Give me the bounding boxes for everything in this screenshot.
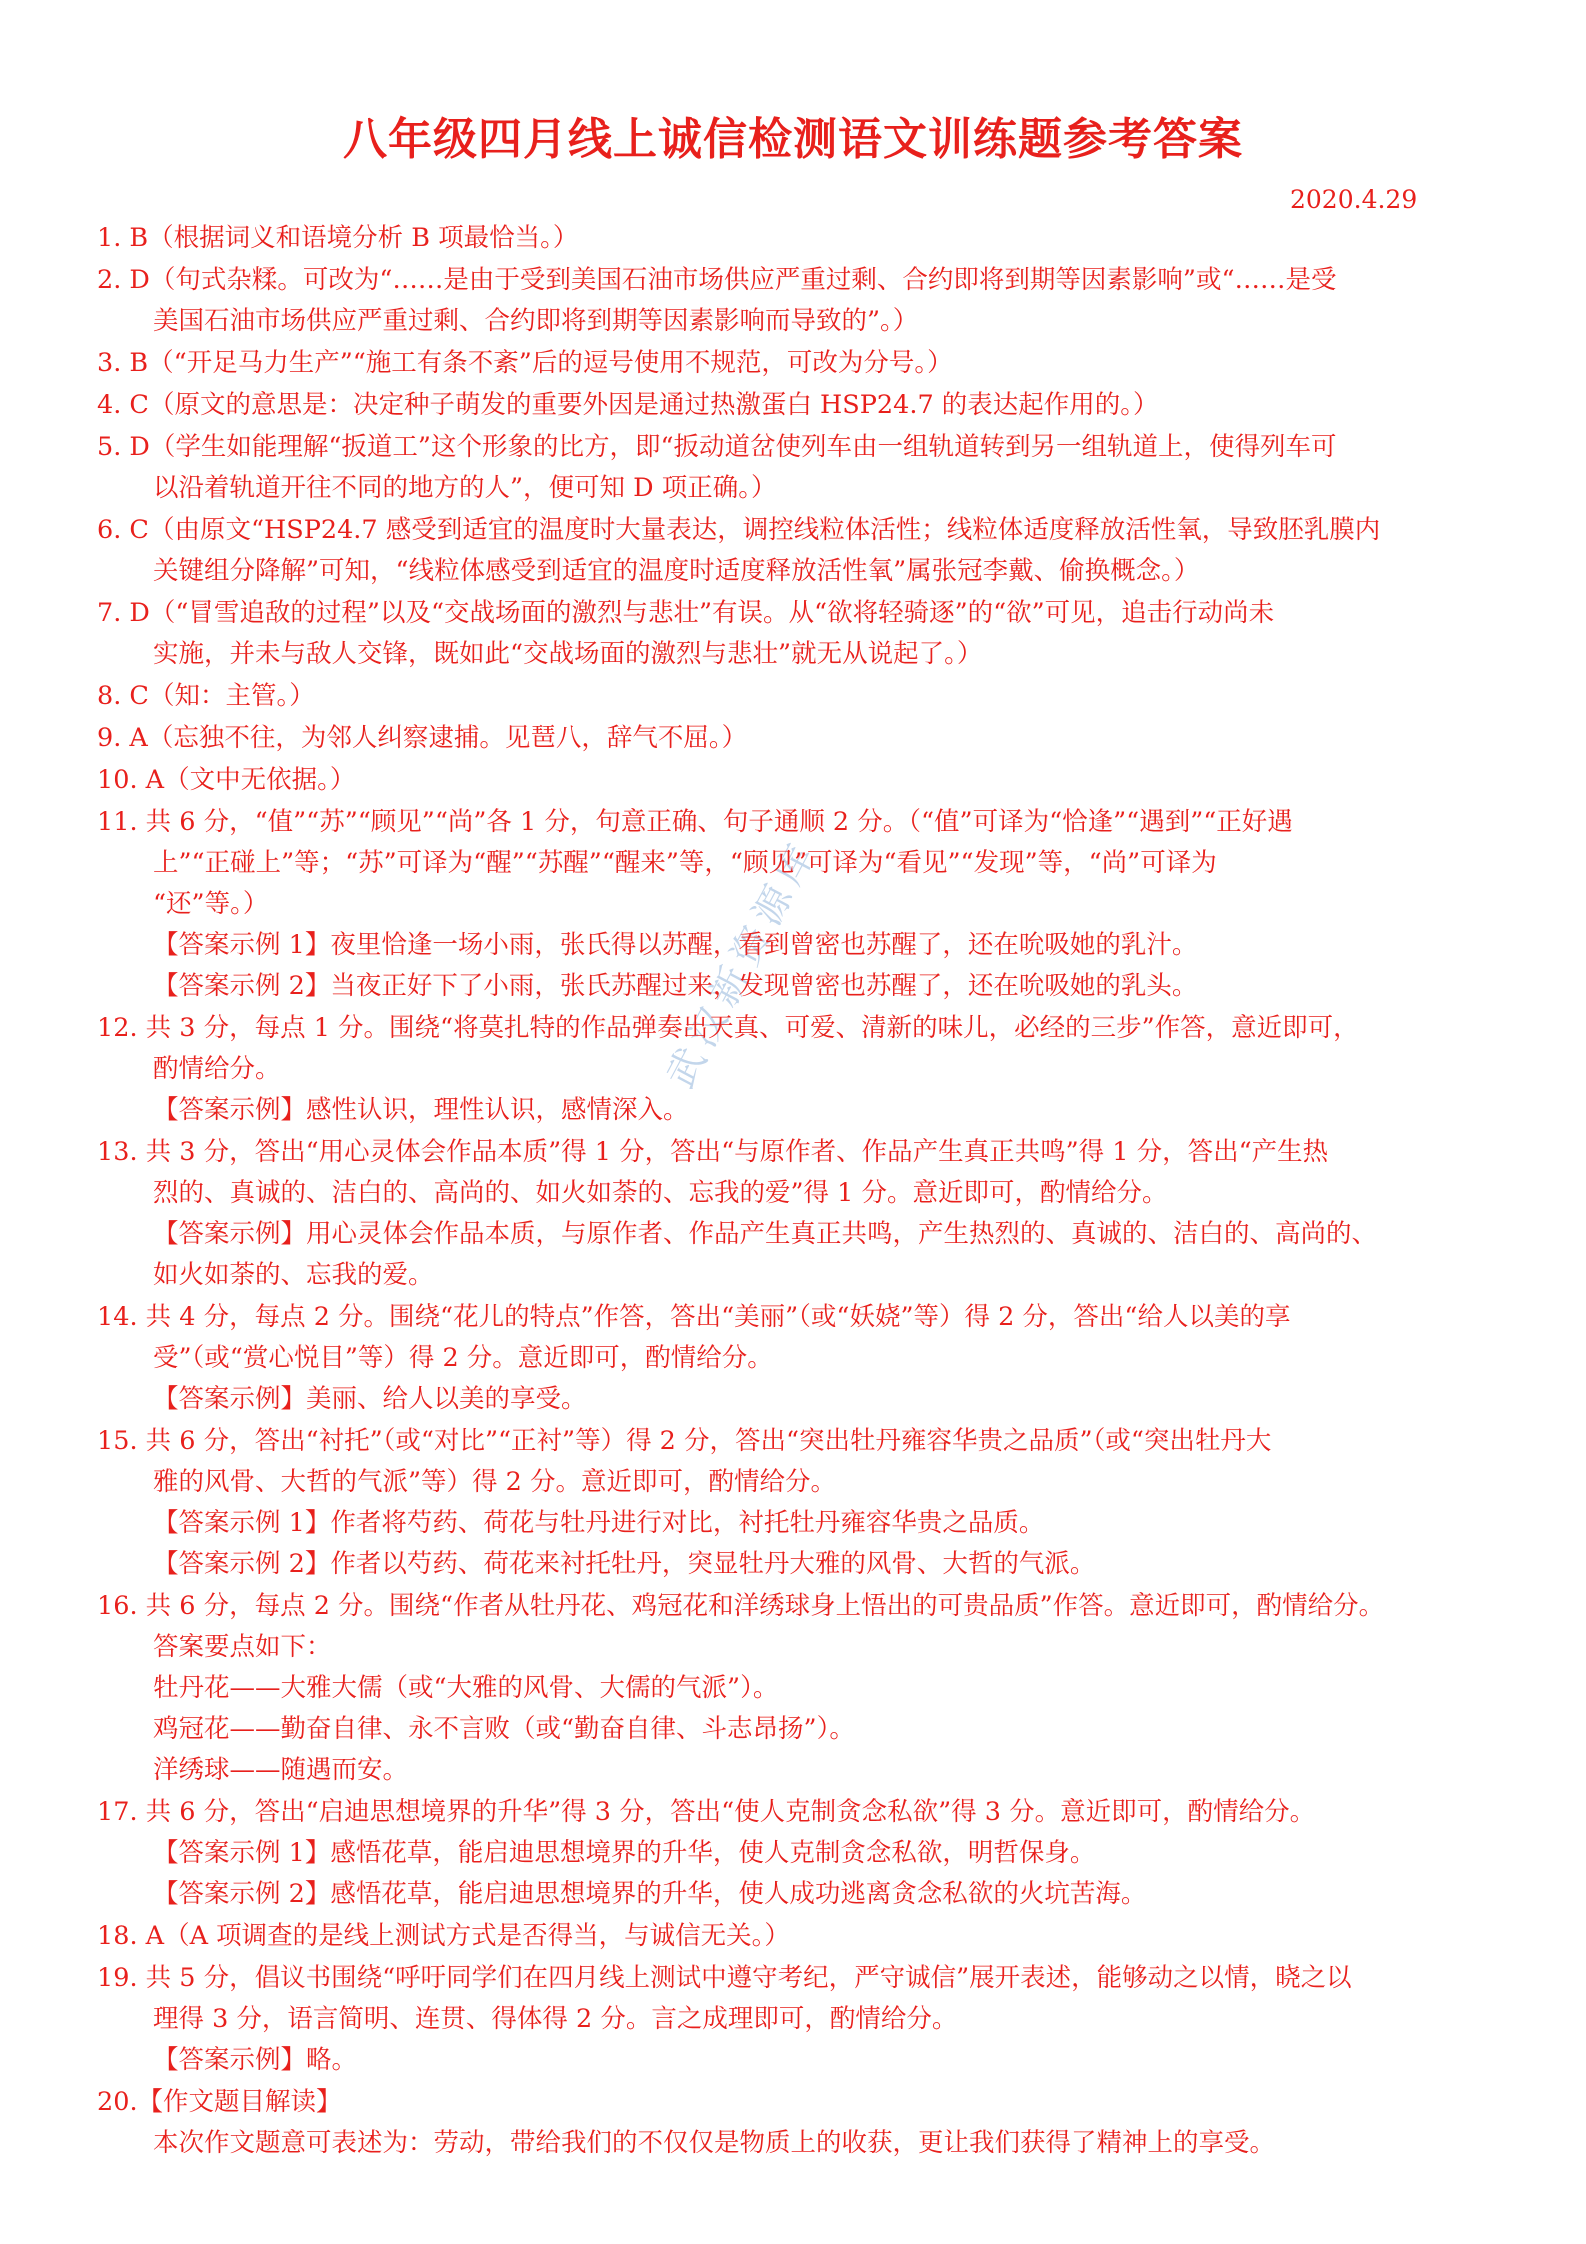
answer-item <box>97 510 1507 592</box>
answer-item <box>97 760 1507 801</box>
answer-item <box>97 343 1507 384</box>
answer-item <box>97 1958 1507 2081</box>
answer-line: 酌情给分。 <box>153 1054 281 1084</box>
answer-line: 20.【作文题目解读】 <box>97 2087 342 2117</box>
answer-example: 【答案示例 1】感悟花草，能启迪思想境界的升华，使人克制贪念私欲，明哲保身。 <box>153 1838 1096 1868</box>
answer-line: 8. C（知：主管。） <box>97 681 315 711</box>
answer-example: 【答案示例 1】夜里恰逢一场小雨，张氏得以苏醒，看到曾密也苏醒了，还在吮吸她的乳汁。 <box>153 930 1198 960</box>
answer-line: 17. 共 6 分，答出“启迪思想境界的升华”得 3 分，答出“使人克制贪念私欲”得 3 分。意近即可，酌情给分。 <box>97 1797 1316 1827</box>
answer-line: 12. 共 3 分，每点 1 分。围绕“将莫扎特的作品弹奏出天真、可爱、清新的味儿，必经的三步”作答，意近即可， <box>97 1013 1359 1043</box>
answer-line: 14. 共 4 分，每点 2 分。围绕“花儿的特点”作答，答出“美丽”（或“妖娆”等）得 2 分，答出“给人以美的享 <box>97 1302 1291 1332</box>
answer-line: 2. D（句式杂糅。可改为“……是由于受到美国石油市场供应严重过剩、合约即将到期等因素影响”或“……是受 <box>97 265 1337 295</box>
answer-line: 5. D（学生如能理解“扳道工”这个形象的比方，即“扳动道岔使列车由一组轨道转到另一组轨道上，使得列车可 <box>97 432 1337 462</box>
answer-line: 3. B（“开足马力生产”“施工有条不紊”后的逗号使用不规范，可改为分号。） <box>97 348 953 378</box>
answer-item <box>97 385 1507 426</box>
answer-example: 本次作文题意可表述为：劳动，带给我们的不仅仅是物质上的收获，更让我们获得了精神上的享受。 <box>153 2128 1276 2158</box>
answer-line: 18. A（A 项调查的是线上测试方式是否得当，与诚信无关。） <box>97 1921 790 1951</box>
answer-line: 理得 3 分，语言简明、连贯、得体得 2 分。言之成理即可，酌情给分。 <box>153 2004 958 2034</box>
answer-item <box>97 1586 1507 1791</box>
answer-line: 7. D（“冒雪追敌的过程”以及“交战场面的激烈与悲壮”有误。从“欲将轻骑逐”的“欲”可见，追击行动尚未 <box>97 598 1275 628</box>
answer-line: 受”（或“赏心悦目”等）得 2 分。意近即可，酌情给分。 <box>153 1343 773 1373</box>
answer-item <box>97 260 1507 342</box>
answer-line: 19. 共 5 分，倡议书围绕“呼吁同学们在四月线上测试中遵守考纪，严守诚信”展开表述，能够动之以情，晓之以 <box>97 1963 1352 1993</box>
answer-item <box>97 802 1507 1007</box>
answer-line: 实施，并未与敌人交锋，既如此“交战场面的激烈与悲壮”就无从说起了。） <box>153 639 983 669</box>
answer-item <box>97 1132 1507 1296</box>
answer-item <box>97 718 1507 759</box>
answer-line: 答案要点如下： <box>153 1632 332 1662</box>
answer-line: 美国石油市场供应严重过剩、合约即将到期等因素影响而导致的”。） <box>153 306 919 336</box>
answer-example: 【答案示例】用心灵体会作品本质，与原作者、作品产生真正共鸣，产生热烈的、真诚的、洁白的、高尚的、 <box>153 1219 1378 1249</box>
answer-example: 牡丹花——大雅大儒（或“大雅的风骨、大儒的气派”）。 <box>153 1673 779 1703</box>
answer-example: 【答案示例 1】作者将芍药、荷花与牡丹进行对比，衬托牡丹雍容华贵之品质。 <box>153 1508 1045 1538</box>
answer-line: 15. 共 6 分，答出“衬托”（或“对比”“正衬”等）得 2 分，答出“突出牡丹雍容华贵之品质”（或“突出牡丹大 <box>97 1426 1272 1456</box>
answer-line: 雅的风骨、大哲的气派”等）得 2 分。意近即可，酌情给分。 <box>153 1467 836 1497</box>
page-title: 八年级四月线上诚信检测语文训练题参考答案 <box>343 114 1243 165</box>
answer-item <box>97 593 1507 675</box>
answer-example: 鸡冠花——勤奋自律、永不言败（或“勤奋自律、斗志昂扬”）。 <box>153 1714 855 1744</box>
answer-item <box>97 1297 1507 1420</box>
answer-line: 6. C（由原文“HSP24.7 感受到适宜的温度时大量表达，调控线粒体活性；线粒体适度释放活性氧，导致胚乳膜内 <box>97 515 1381 545</box>
answer-line: 4. C（原文的意思是：决定种子萌发的重要外因是通过热激蛋白 HSP24.7 的表达起作用的。） <box>97 390 1159 420</box>
answer-line: 上”“正碰上”等；“苏”可译为“醒”“苏醒”“醒来”等，“顾见”可译为“看见”“发现”等，“尚”可译为 <box>153 848 1217 878</box>
answer-line: 10. A（文中无依据。） <box>97 765 356 795</box>
answer-item <box>97 427 1507 509</box>
answer-example: 【答案示例】略。 <box>153 2045 358 2075</box>
answer-line: 以沿着轨道开往不同的地方的人”，便可知 D 项正确。） <box>153 473 777 503</box>
answer-item <box>97 2082 1507 2164</box>
answer-item <box>97 218 1507 259</box>
answer-item <box>97 676 1507 717</box>
answer-line: 16. 共 6 分，每点 2 分。围绕“作者从牡丹花、鸡冠花和洋绣球身上悟出的可贵品质”作答。意近即可，酌情给分。 <box>97 1591 1385 1621</box>
answer-line: 1. B（根据词义和语境分析 B 项最恰当。） <box>97 223 579 253</box>
answer-example: 洋绣球——随遇而安。 <box>153 1755 409 1785</box>
answer-example: 【答案示例】感性认识，理性认识，感情深入。 <box>153 1095 689 1125</box>
answer-item <box>97 1792 1507 1915</box>
answer-example: 【答案示例 2】作者以芍药、荷花来衬托牡丹，突显牡丹大雅的风骨、大哲的气派。 <box>153 1549 1096 1579</box>
answer-line: “还”等。） <box>153 889 269 919</box>
answer-line: 9. A（忘独不往，为邻人纠察逮捕。见琶八，辞气不屈。） <box>97 723 748 753</box>
answer-example: 【答案示例 2】当夜正好下了小雨，张氏苏醒过来，发现曾密也苏醒了，还在吮吸她的乳头。 <box>153 971 1198 1001</box>
answer-example: 【答案示例 2】感悟花草，能启迪思想境界的升华，使人成功逃离贪念私欲的火坑苦海。 <box>153 1879 1147 1909</box>
answer-item <box>97 1421 1507 1585</box>
answer-item <box>97 1008 1507 1131</box>
answer-line: 关键组分降解”可知，“线粒体感受到适宜的温度时适度释放活性氧”属张冠李戴、偷换概念。） <box>153 556 1200 586</box>
answer-item <box>97 1916 1507 1957</box>
answer-example: 【答案示例】美丽、给人以美的享受。 <box>153 1384 587 1414</box>
answer-line: 烈的、真诚的、洁白的、高尚的、如火如荼的、忘我的爱”得 1 分。意近即可，酌情给分。 <box>153 1178 1168 1208</box>
answer-line: 11. 共 6 分，“值”“苏”“顾见”“尚”各 1 分，句意正确、句子通顺 2 分。（“值”可译为“恰逢”“遇到”“正好遇 <box>97 807 1293 837</box>
answer-line: 13. 共 3 分，答出“用心灵体会作品本质”得 1 分，答出“与原作者、作品产生真正共鸣”得 1 分，答出“产生热 <box>97 1137 1329 1167</box>
document-date: 2020.4.29 <box>1290 185 1418 214</box>
answer-list <box>97 218 1507 2165</box>
answer-example: 如火如荼的、忘我的爱。 <box>153 1260 434 1290</box>
watermark: 武汉新资源库 <box>657 830 827 1095</box>
